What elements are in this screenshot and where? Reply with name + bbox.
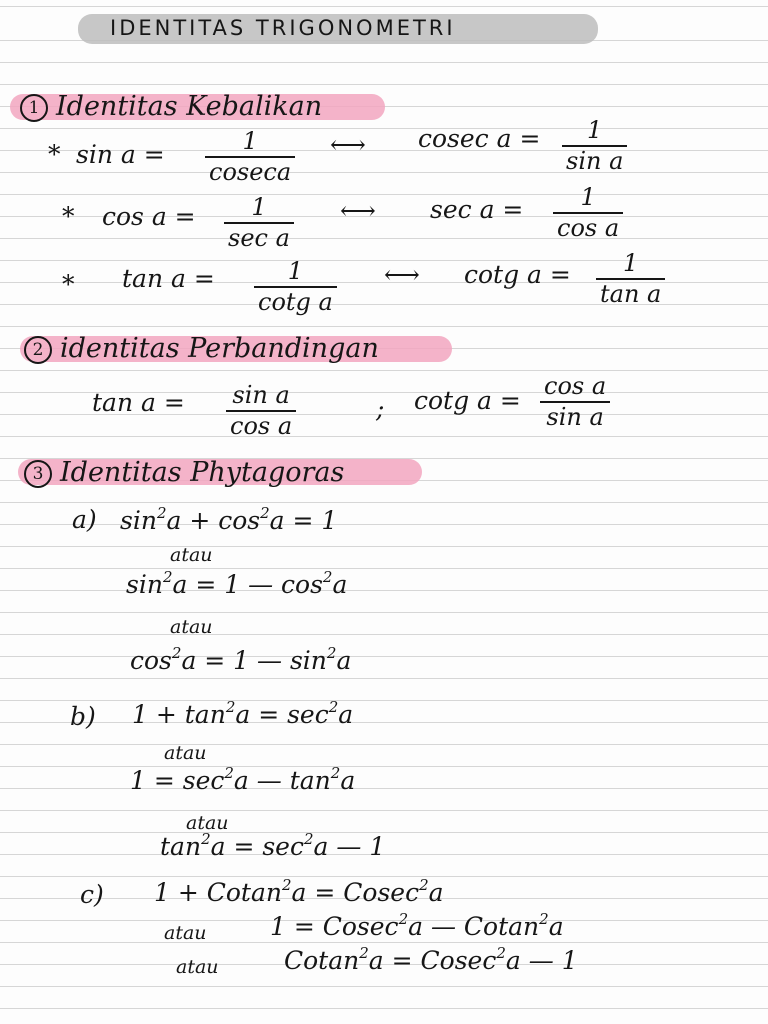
s1r2-lhs: cos a = (102, 202, 196, 231)
s1r1-rhs: cosec a = (418, 124, 541, 153)
s1r1-fraction (205, 128, 295, 186)
section1-heading (20, 92, 322, 122)
exponent: 2 (322, 568, 333, 586)
exponent: 2 (328, 698, 339, 716)
s1r3-bullet: * (62, 270, 75, 299)
eq-part: 1 + Cotan (154, 878, 282, 907)
exponent: 2 (539, 910, 549, 928)
exponent: 2 (496, 944, 506, 962)
eq-part: 1 + tan (132, 700, 226, 729)
exponent: 2 (398, 910, 409, 928)
s3-a1 (120, 506, 337, 536)
s1r2-fraction (224, 194, 294, 252)
s1r3-rden: tan a (600, 280, 662, 308)
s3-c1 (154, 878, 444, 908)
eq-part: a (428, 878, 444, 907)
eq-part: a (336, 646, 352, 675)
eq-part: a — 1 (505, 946, 578, 975)
exponent: 2 (225, 698, 236, 716)
s2-num: sin a (232, 381, 290, 409)
page-title: IDENTITAS TRIGONOMETRI (110, 16, 456, 40)
s1r2-den: sec a (228, 224, 290, 252)
s3-atau-6: atau (176, 956, 219, 978)
s1r3-rnum: 1 (623, 249, 639, 277)
s2-rfraction (540, 373, 610, 431)
s1r2-rfraction (553, 184, 623, 242)
s1r3-fraction (254, 258, 337, 316)
section1-number: 1 (20, 94, 48, 122)
exponent: 2 (162, 568, 173, 586)
eq-part: a — Cotan (408, 912, 540, 941)
s3-b1 (132, 700, 353, 730)
s1r1-lhs: sin a = (76, 140, 165, 169)
section2-heading (24, 334, 379, 364)
exponent: 2 (171, 644, 182, 662)
s2-lhs: tan a = (92, 388, 185, 417)
eq-part: Cotan (284, 946, 360, 975)
section3-title: Identitas Phytagoras (60, 457, 345, 488)
s2-fraction (226, 382, 296, 440)
s1r1-rnum: 1 (587, 116, 603, 144)
exponent: 2 (201, 830, 211, 848)
section1-title: Identitas Kebalikan (56, 91, 323, 122)
s1r3-lhs: tan a = (122, 264, 215, 293)
s1r3-rfraction (596, 250, 665, 308)
s3-a2 (126, 570, 347, 600)
s1r1-den: coseca (209, 158, 292, 186)
s2-rhs: cotg a = (414, 386, 521, 415)
eq-part: 1 = Cosec (270, 912, 399, 941)
eq-part: sin (126, 570, 163, 599)
s3-c2 (270, 912, 564, 942)
s3-atau-5: atau (164, 922, 207, 944)
s3-b-label: b) (70, 702, 96, 731)
eq-part: a (340, 766, 356, 795)
exponent: 2 (224, 764, 234, 782)
eq-part: a (338, 700, 354, 729)
eq-part: a = 1 (269, 506, 338, 535)
exponent: 2 (330, 764, 341, 782)
eq-part: a = sec (210, 832, 304, 861)
exponent: 2 (260, 504, 270, 522)
s3-c3 (284, 946, 578, 976)
s2-den: cos a (230, 412, 293, 440)
s1r3-den: cotg a (258, 288, 333, 316)
section2-title: identitas Perbandingan (60, 333, 379, 364)
s1r2-bullet: * (62, 202, 75, 231)
s3-atau-3: atau (164, 742, 207, 764)
s3-atau-4: atau (186, 812, 229, 834)
eq-part: a = Cosec (368, 946, 497, 975)
eq-part: a = 1 — cos (172, 570, 323, 599)
eq-part: cos (130, 646, 172, 675)
eq-part: a + cos (166, 506, 261, 535)
s2-rden: sin a (546, 403, 604, 431)
section2-number: 2 (24, 336, 52, 364)
section3-heading (24, 458, 344, 488)
exponent: 2 (419, 876, 429, 894)
s1r2-rnum: 1 (580, 183, 596, 211)
eq-part: a = Cosec (291, 878, 420, 907)
s1r2-rhs: sec a = (430, 195, 524, 224)
eq-part: a = sec (235, 700, 329, 729)
s2-separator: ; (376, 394, 385, 423)
s3-b3 (160, 832, 385, 862)
s1r2-rden: cos a (557, 214, 620, 242)
exponent: 2 (359, 944, 369, 962)
s1r1-num: 1 (242, 127, 258, 155)
eq-part: 1 = sec (130, 766, 225, 795)
s2-rnum: cos a (544, 372, 607, 400)
eq-part: sin (120, 506, 157, 535)
s1r1-rfraction (562, 117, 627, 175)
exponent: 2 (281, 876, 292, 894)
s1r3-rhs: cotg a = (464, 260, 571, 289)
s1r3-arrow: ⟷ (384, 260, 420, 289)
exponent: 2 (326, 644, 337, 662)
s3-a-label: a) (72, 505, 97, 534)
s3-atau-2: atau (170, 616, 213, 638)
s1r2-num: 1 (251, 193, 267, 221)
s3-b2 (130, 766, 355, 796)
exponent: 2 (156, 504, 167, 522)
s1r1-bullet: * (48, 140, 61, 169)
section3-number: 3 (24, 460, 52, 488)
s3-atau-1: atau (170, 544, 213, 566)
s3-a3 (130, 646, 351, 676)
eq-part: a (548, 912, 564, 941)
s1r2-arrow: ⟷ (340, 196, 376, 225)
eq-part: a — tan (233, 766, 331, 795)
s3-c-label: c) (80, 880, 104, 909)
eq-part: a (332, 570, 348, 599)
exponent: 2 (303, 830, 314, 848)
eq-part: tan (160, 832, 202, 861)
s1r1-rden: sin a (566, 147, 624, 175)
eq-part: a = 1 — sin (181, 646, 327, 675)
s1r3-num: 1 (287, 257, 304, 285)
s1r1-arrow: ⟷ (330, 130, 366, 159)
eq-part: a — 1 (313, 832, 386, 861)
